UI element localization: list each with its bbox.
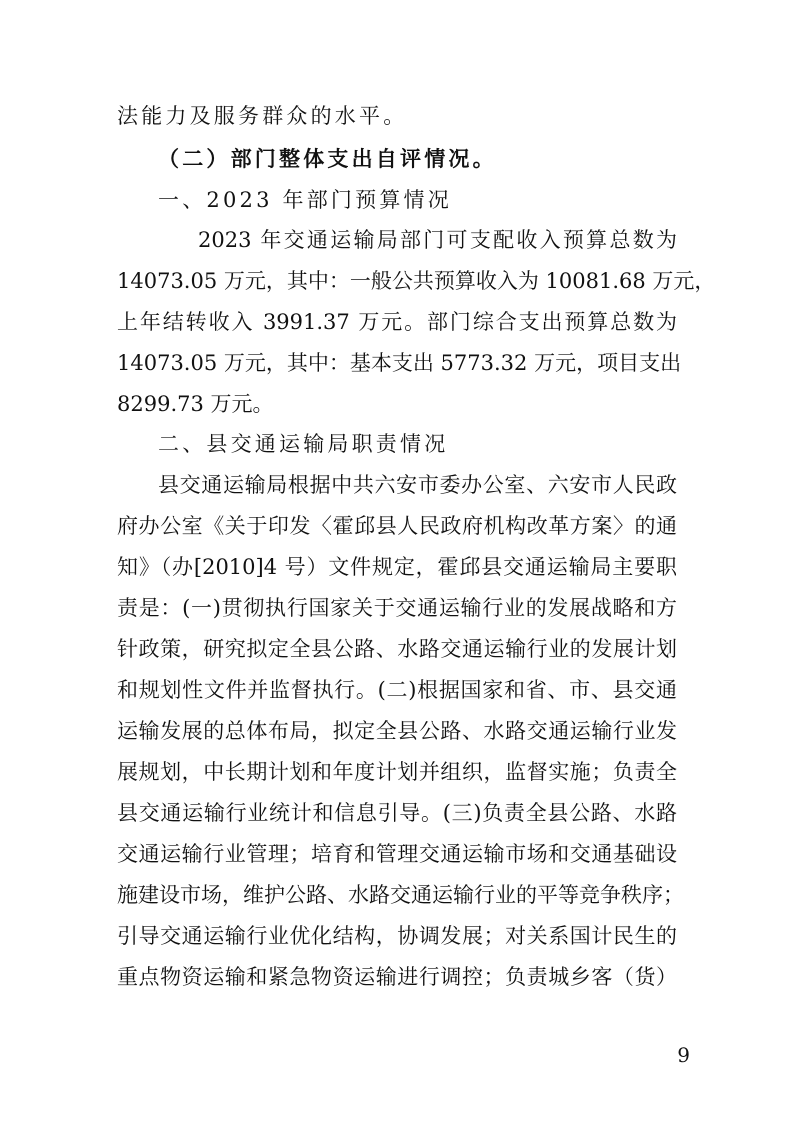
- paragraph-line: 责是：(一)贯彻执行国家关于交通运输行业的发展战略和方: [117, 596, 677, 620]
- paragraph-line: 知》（办[2010]4 号）文件规定，霍邱县交通运输局主要职: [117, 555, 677, 579]
- section-heading: （二）部门整体支出自评情况。: [158, 146, 497, 171]
- paragraph-line: 交通运输行业管理；培育和管理交通运输市场和交通基础设: [117, 842, 677, 866]
- paragraph-line: 重点物资运输和紧急物资运输进行调控；负责城乡客（货）: [117, 965, 677, 989]
- paragraph-line: 2023 年交通运输局部门可支配收入预算总数为: [198, 228, 677, 252]
- paragraph-line: 县交通运输行业统计和信息引导。(三)负责全县公路、水路: [117, 801, 677, 825]
- page-number: 9: [677, 1043, 690, 1067]
- paragraph-line: 14073.05 万元，其中：基本支出 5773.32 万元，项目支出: [117, 351, 682, 375]
- subsection-heading: 二、县交通运输局职责情况: [158, 432, 449, 456]
- paragraph-line: 府办公室《关于印发〈霍邱县人民政府机构改革方案〉的通: [117, 514, 677, 538]
- paragraph-line: 展规划，中长期计划和年度计划并组织，监督实施；负责全: [117, 760, 677, 784]
- paragraph-line: 施建设市场，维护公路、水路交通运输行业的平等竞争秩序；: [117, 883, 684, 907]
- paragraph-line: 8299.73 万元。: [117, 392, 274, 416]
- paragraph-line: 和规划性文件并监督执行。(二)根据国家和省、市、县交通: [117, 678, 677, 702]
- paragraph-line: 县交通运输局根据中共六安市委办公室、六安市人民政: [158, 473, 677, 497]
- paragraph-line: 针政策，研究拟定全县公路、水路交通运输行业的发展计划: [117, 637, 677, 661]
- paragraph-line: 14073.05 万元，其中：一般公共预算收入为 10081.68 万元，: [117, 269, 716, 293]
- subsection-heading: 一、2023 年部门预算情况: [158, 188, 452, 212]
- paragraph-line: 法能力及服务群众的水平。: [117, 104, 408, 128]
- paragraph-line: 运输发展的总体布局，拟定全县公路、水路交通运输行业发: [117, 719, 677, 743]
- paragraph-line: 引导交通运输行业优化结构，协调发展；对关系国计民生的: [117, 924, 677, 948]
- paragraph-line: 上年结转收入 3991.37 万元。部门综合支出预算总数为: [117, 310, 677, 334]
